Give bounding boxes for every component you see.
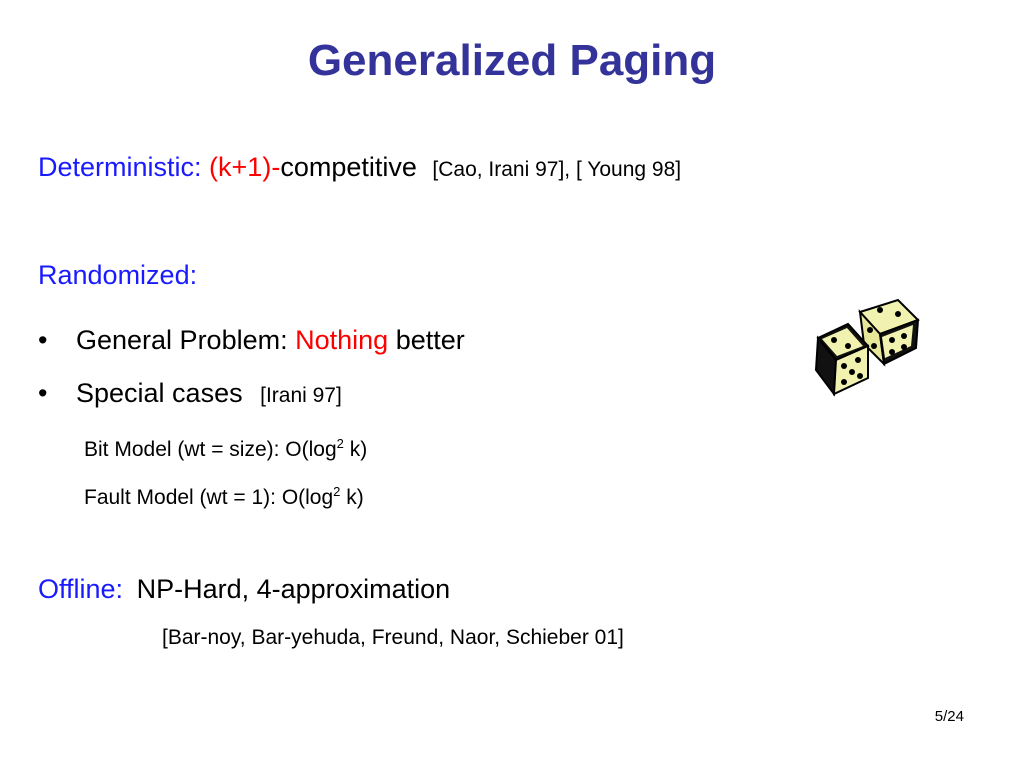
special-cases-ref: [Irani 97] [260, 384, 342, 407]
fault-model-suffix: k) [340, 486, 364, 509]
slide-title: Generalized Paging [307, 36, 717, 85]
bit-model-suffix: k) [343, 438, 368, 461]
bullet-marker: • [38, 325, 48, 355]
bit-model-prefix: Bit Model (wt = size): O(log [84, 438, 337, 461]
bullet-marker: • [38, 378, 48, 408]
offline-text: NP-Hard, 4-approximation [136, 574, 451, 604]
fault-model-line [84, 486, 364, 510]
deterministic-label: Deterministic: [38, 152, 202, 182]
offline-line [38, 574, 450, 605]
page-number: 5/24 [934, 708, 964, 725]
dice-icon [812, 294, 928, 402]
fault-model-prefix: Fault Model (wt = 1): O(log [84, 486, 334, 509]
general-problem-text: General Problem: [76, 325, 296, 355]
offline-label: Offline: [38, 574, 124, 604]
offline-refs: [Bar-noy, Bar-yehuda, Freund, Naor, Schieber 01] [162, 626, 624, 649]
competitive-term: competitive [280, 152, 417, 182]
randomized-label: Randomized: [38, 260, 198, 290]
nothing-highlight: Nothing [295, 325, 389, 355]
bit-model-line [84, 438, 367, 462]
deterministic-line [38, 152, 681, 183]
fault-model-sup: 2 [333, 484, 341, 499]
special-cases-text: Special cases [76, 378, 243, 408]
competitive-ratio: (k+1)- [209, 152, 281, 182]
deterministic-refs: [Cao, Irani 97], [ Young 98] [432, 158, 682, 181]
better-text: better [388, 325, 465, 355]
bit-model-sup: 2 [336, 436, 344, 451]
